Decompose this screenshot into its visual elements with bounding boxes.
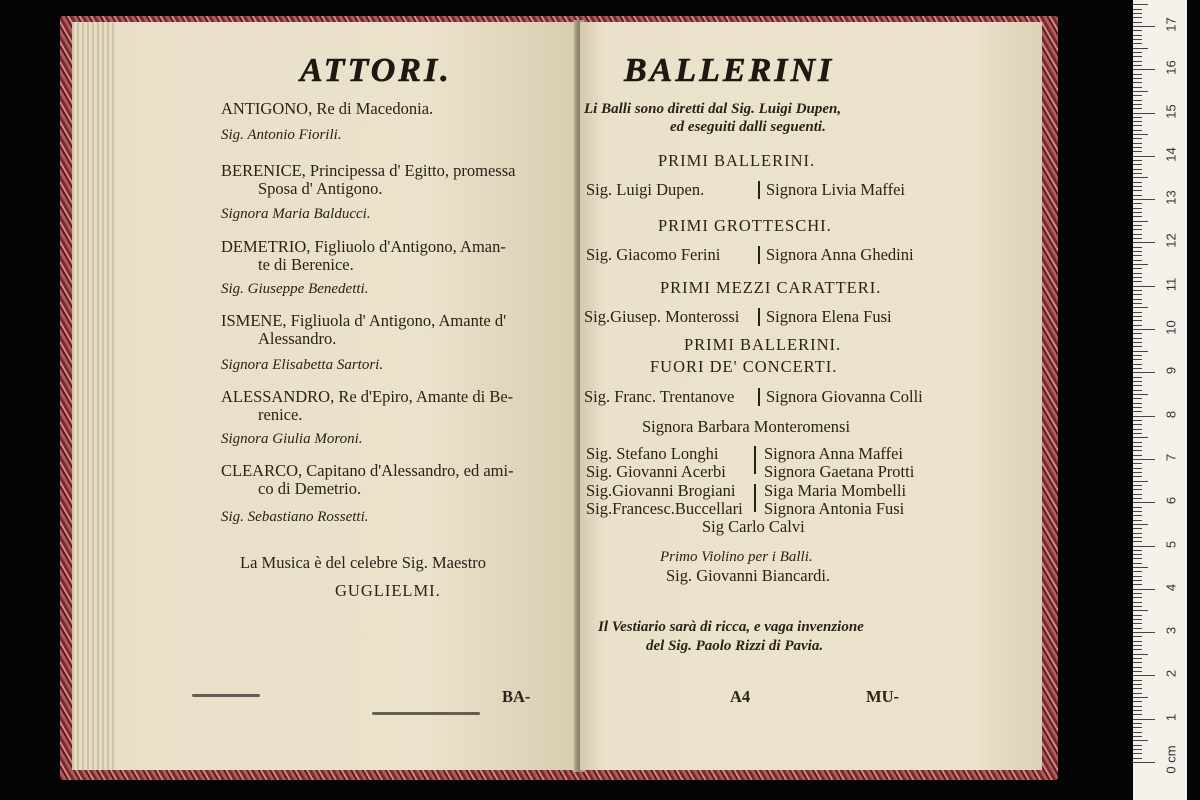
ruler-tick [1133, 338, 1142, 339]
ruler-tick [1133, 117, 1142, 118]
ruler-number: 5 [1163, 540, 1179, 548]
ruler-tick [1133, 546, 1155, 547]
ruler-tick [1133, 13, 1142, 14]
ruler-tick [1133, 56, 1142, 57]
corps-dancer: Signora Gaetana Protti [764, 462, 915, 481]
ruler-tick [1133, 212, 1142, 213]
ruler-tick [1133, 125, 1142, 126]
ruler-tick [1133, 307, 1148, 308]
ruler-number: 16 [1163, 60, 1179, 75]
ruler-tick [1133, 528, 1142, 529]
ruler-tick [1133, 511, 1142, 512]
ruler-tick [1133, 52, 1142, 53]
ruler-tick [1133, 35, 1142, 36]
catchword: BA- [502, 687, 531, 706]
ruler-tick [1133, 91, 1148, 92]
ruler-tick [1133, 351, 1148, 352]
ruler-tick [1133, 229, 1142, 230]
ruler-tick [1133, 424, 1142, 425]
role-description: Sposa d' Antigono. [258, 179, 383, 198]
section-title: FUORI DE' CONCERTI. [650, 357, 838, 376]
dancer-name: Sig. Giacomo Ferini [586, 245, 721, 264]
ruler-number: 15 [1163, 103, 1179, 119]
ruler-tick [1133, 346, 1142, 347]
ruler-tick [1133, 632, 1155, 633]
ruler-tick [1133, 247, 1142, 248]
ruler-tick [1133, 208, 1142, 209]
ruler-tick [1133, 476, 1142, 477]
ruler-number: 13 [1163, 190, 1179, 205]
ruler-tick [1133, 537, 1142, 538]
cast-heading: ATTORI. [300, 52, 452, 89]
ruler-tick [1133, 199, 1155, 200]
ruler-tick [1133, 416, 1155, 417]
column-divider [754, 446, 756, 474]
measurement-ruler [1133, 0, 1187, 800]
ruler-tick [1133, 403, 1142, 404]
ruler-tick [1133, 662, 1142, 663]
ruler-tick [1133, 584, 1142, 585]
ruler-tick [1133, 65, 1142, 66]
ink-smudge [192, 694, 260, 697]
ruler-tick [1133, 680, 1142, 681]
ruler-tick [1133, 485, 1142, 486]
ruler-tick [1133, 121, 1142, 122]
ruler-tick [1133, 723, 1142, 724]
ruler-tick [1133, 550, 1142, 551]
ruler-tick [1133, 654, 1148, 655]
ruler-tick [1133, 442, 1142, 443]
ruler-tick [1133, 732, 1142, 733]
ruler-tick [1133, 749, 1142, 750]
ruler-tick [1133, 758, 1142, 759]
ruler-tick [1133, 481, 1148, 482]
dancer-name: Sig.Giusep. Monterossi [584, 307, 740, 326]
role-performer: Signora Maria Balducci. [221, 206, 371, 222]
ruler-tick [1133, 645, 1142, 646]
ruler-tick [1133, 216, 1142, 217]
ruler-tick [1133, 69, 1155, 70]
ruler-tick [1133, 636, 1142, 637]
ruler-tick [1133, 701, 1142, 702]
column-divider [758, 308, 760, 326]
ruler-tick [1133, 719, 1155, 720]
ruler-tick [1133, 420, 1142, 421]
ruler-tick [1133, 714, 1142, 715]
ruler-tick [1133, 576, 1142, 577]
ink-smudge [372, 712, 480, 715]
ruler-number: 2 [1163, 670, 1179, 678]
ruler-tick [1133, 164, 1142, 165]
column-divider [758, 181, 760, 199]
ruler-tick [1133, 316, 1142, 317]
ruler-tick [1133, 753, 1142, 754]
ruler-tick [1133, 649, 1142, 650]
ruler-number: 14 [1163, 147, 1179, 162]
ruler-tick [1133, 151, 1142, 152]
dancer-name: Signora Livia Maffei [766, 180, 905, 199]
ruler-tick [1133, 580, 1142, 581]
ruler-tick [1133, 494, 1142, 495]
ruler-tick [1133, 281, 1142, 282]
ruler-tick [1133, 762, 1155, 763]
ruler-tick [1133, 95, 1142, 96]
corps-dancer: Siga Maria Mombelli [764, 481, 907, 500]
ruler-tick [1133, 9, 1142, 10]
ruler-tick [1133, 43, 1142, 44]
ruler-tick [1133, 138, 1142, 139]
ruler-tick [1133, 82, 1142, 83]
ruler-tick [1133, 355, 1142, 356]
ruler-tick [1133, 567, 1148, 568]
ruler-tick [1133, 381, 1142, 382]
ruler-tick [1133, 325, 1142, 326]
ruler-tick [1133, 303, 1142, 304]
ruler-tick [1133, 684, 1142, 685]
role-description: Alessandro. [258, 329, 337, 348]
ruler-tick [1133, 320, 1142, 321]
ruler-tick [1133, 333, 1142, 334]
ruler-tick [1133, 186, 1142, 187]
ruler-tick [1133, 554, 1142, 555]
ruler-tick [1133, 489, 1142, 490]
ruler-tick [1133, 255, 1142, 256]
ruler-tick [1133, 359, 1142, 360]
ruler-tick [1133, 156, 1155, 157]
dancer-name: Sig. Franc. Trentanove [584, 387, 735, 406]
music-credit: La Musica è del celebre Sig. Maestro [240, 553, 487, 572]
ruler-tick [1133, 740, 1148, 741]
ruler-tick [1133, 160, 1142, 161]
ruler-tick [1133, 463, 1142, 464]
ruler-tick [1133, 619, 1142, 620]
ruler-tick [1133, 520, 1142, 521]
ruler-number: 7 [1163, 453, 1179, 462]
ruler-number: 1 [1163, 713, 1179, 721]
ruler-tick [1133, 294, 1142, 295]
ruler-tick [1133, 394, 1148, 395]
ruler-tick [1133, 22, 1142, 23]
section-title: PRIMI BALLERINI. [658, 151, 816, 170]
ruler-number: 8 [1163, 410, 1179, 418]
ruler-tick [1133, 437, 1148, 438]
ruler-tick [1133, 589, 1155, 590]
corps-dancer: Signora Antonia Fusi [764, 499, 905, 518]
ruler-tick [1133, 606, 1142, 607]
role-name: ISMENE, Figliuola d' Antigono, Amante d' [221, 311, 507, 330]
ruler-tick [1133, 615, 1142, 616]
catchword: MU- [866, 687, 899, 706]
ruler-tick [1133, 602, 1142, 603]
ruler-tick [1133, 507, 1142, 508]
ruler-number: 17 [1163, 17, 1179, 32]
dancer-name: Sig. Luigi Dupen. [586, 180, 705, 199]
ruler-tick [1133, 173, 1142, 174]
ruler-tick [1133, 39, 1142, 40]
ruler-tick [1133, 169, 1142, 170]
ruler-tick [1133, 48, 1148, 49]
ruler-number: 12 [1163, 233, 1179, 249]
ruler-tick [1133, 130, 1142, 131]
ruler-tick [1133, 658, 1142, 659]
role-name: ALESSANDRO, Re d'Epiro, Amante di Be- [221, 387, 514, 406]
ruler-tick [1133, 260, 1142, 261]
role-description: te di Berenice. [258, 255, 354, 274]
role-performer: Sig. Antonio Fiorili. [221, 127, 342, 143]
ruler-tick [1133, 390, 1142, 391]
ruler-tick [1133, 433, 1142, 434]
ruler-tick [1133, 286, 1155, 287]
ruler-tick [1133, 225, 1142, 226]
ruler-tick [1133, 610, 1148, 611]
ruler-tick [1133, 268, 1142, 269]
ruler-tick [1133, 736, 1142, 737]
ruler-tick [1133, 100, 1142, 101]
corps-dancer: Sig.Francesc.Buccellari [586, 499, 743, 518]
ruler-tick [1133, 675, 1155, 676]
ruler-tick [1133, 745, 1142, 746]
ruler-tick [1133, 364, 1142, 365]
ruler-tick [1133, 533, 1142, 534]
ruler-tick [1133, 61, 1142, 62]
ruler-tick [1133, 251, 1142, 252]
role-name: ANTIGONO, Re di Macedonia. [221, 99, 434, 118]
costume-credit: del Sig. Paolo Rizzi di Pavia. [646, 638, 824, 654]
ruler-tick [1133, 299, 1142, 300]
ruler-number: 10 [1163, 320, 1179, 335]
ruler-tick [1133, 264, 1148, 265]
ruler-tick [1133, 693, 1142, 694]
signature-mark: A4 [730, 687, 751, 706]
ruler-tick [1133, 74, 1142, 75]
ruler-tick [1133, 368, 1142, 369]
column-divider [758, 388, 760, 406]
ruler-tick [1133, 628, 1142, 629]
ruler-tick [1133, 468, 1142, 469]
ruler-tick [1133, 87, 1142, 88]
dancer-name: Signora Anna Ghedini [766, 245, 914, 264]
ruler-number: 4 [1163, 583, 1179, 591]
ruler-tick [1133, 706, 1142, 707]
ruler-tick [1133, 108, 1142, 109]
ruler-tick [1133, 242, 1155, 243]
corps-dancer: Sig. Giovanni Acerbi [586, 462, 726, 481]
ruler-tick [1133, 290, 1142, 291]
ruler-tick [1133, 429, 1142, 430]
ruler-tick [1133, 78, 1142, 79]
ruler-tick [1133, 697, 1148, 698]
ruler-tick [1133, 312, 1142, 313]
ruler-number: 3 [1163, 626, 1179, 635]
corps-dancer: Signora Anna Maffei [764, 444, 904, 463]
ruler-tick [1133, 641, 1142, 642]
dancer-name: Signora Barbara Monteromensi [642, 417, 851, 436]
role-description: co di Demetrio. [258, 479, 362, 498]
role-performer: Sig. Sebastiano Rossetti. [221, 509, 369, 525]
role-description: renice. [258, 405, 303, 424]
corps-dancer: Sig Carlo Calvi [702, 517, 805, 536]
ruler-tick [1133, 502, 1155, 503]
ruler-tick [1133, 411, 1142, 412]
role-performer: Sig. Giuseppe Benedetti. [221, 281, 369, 297]
ruler-tick [1133, 597, 1142, 598]
ruler-tick [1133, 17, 1142, 18]
ruler-tick [1133, 134, 1148, 135]
ruler-tick [1133, 238, 1142, 239]
ruler-tick [1133, 455, 1142, 456]
ruler-tick [1133, 147, 1142, 148]
ruler-tick [1133, 273, 1142, 274]
ruler-tick [1133, 372, 1155, 373]
page-edges [72, 22, 116, 770]
ruler-tick [1133, 143, 1142, 144]
ruler-tick [1133, 30, 1142, 31]
dancers-heading: BALLERINI [624, 52, 835, 89]
ruler-tick [1133, 385, 1142, 386]
section-title: PRIMI GROTTESCHI. [658, 216, 832, 235]
ruler-tick [1133, 524, 1148, 525]
ruler-tick [1133, 593, 1142, 594]
ruler-tick [1133, 671, 1142, 672]
ruler-tick [1133, 498, 1142, 499]
ruler-tick [1133, 182, 1142, 183]
ruler-number: 9 [1163, 367, 1179, 375]
ruler-tick [1133, 563, 1142, 564]
costume-credit: Il Vestiario sarà di ricca, e vaga invenzione [598, 619, 864, 635]
ruler-number: 11 [1163, 277, 1179, 291]
ruler-tick [1133, 26, 1155, 27]
role-performer: Signora Elisabetta Sartori. [221, 357, 384, 373]
ballet-intro: Li Balli sono diretti dal Sig. Luigi Dupen, [584, 101, 842, 117]
ruler-tick [1133, 277, 1142, 278]
ruler-number: 6 [1163, 497, 1179, 505]
corps-dancer: Sig. Stefano Longhi [586, 444, 719, 463]
ruler-tick [1133, 195, 1142, 196]
ruler-tick [1133, 342, 1142, 343]
ruler-tick [1133, 446, 1142, 447]
ruler-tick [1133, 515, 1142, 516]
ruler-tick [1133, 407, 1142, 408]
ruler-tick [1133, 398, 1142, 399]
ruler-tick [1133, 727, 1142, 728]
ruler-tick [1133, 623, 1142, 624]
role-name: CLEARCO, Capitano d'Alessandro, ed ami- [221, 461, 514, 480]
column-divider [758, 246, 760, 264]
ruler-tick [1133, 113, 1155, 114]
ruler-number: 0 cm [1163, 745, 1179, 774]
composer-name: GUGLIELMI. [335, 581, 441, 600]
ruler-tick [1133, 329, 1155, 330]
dancer-name: Signora Elena Fusi [766, 307, 892, 326]
ruler-tick [1133, 667, 1142, 668]
ruler-tick [1133, 203, 1142, 204]
ruler-tick [1133, 472, 1142, 473]
section-title: PRIMI BALLERINI. [684, 335, 842, 354]
ruler-tick [1133, 459, 1155, 460]
ruler-tick [1133, 558, 1142, 559]
ruler-tick [1133, 688, 1142, 689]
ruler-tick [1133, 450, 1142, 451]
ruler-tick [1133, 234, 1142, 235]
ruler-tick [1133, 571, 1142, 572]
violin-credit: Primo Violino per i Balli. [660, 549, 813, 565]
ruler-tick [1133, 104, 1142, 105]
ruler-tick [1133, 377, 1142, 378]
violinist-name: Sig. Giovanni Biancardi. [666, 566, 831, 585]
role-name: BERENICE, Principessa d' Egitto, promessa [221, 161, 516, 180]
corps-dancer: Sig.Giovanni Brogiani [586, 481, 736, 500]
section-title: PRIMI MEZZI CARATTERI. [660, 278, 882, 297]
ruler-tick [1133, 541, 1142, 542]
column-divider [754, 484, 756, 512]
ballet-intro: ed eseguiti dalli seguenti. [670, 119, 826, 135]
ruler-tick [1133, 710, 1142, 711]
dancer-name: Signora Giovanna Colli [766, 387, 923, 406]
role-name: DEMETRIO, Figliuolo d'Antigono, Aman- [221, 237, 506, 256]
ruler-tick [1133, 221, 1148, 222]
ruler-tick [1133, 177, 1148, 178]
ruler-tick [1133, 190, 1142, 191]
ruler-tick [1133, 4, 1148, 5]
role-performer: Signora Giulia Moroni. [221, 431, 363, 447]
